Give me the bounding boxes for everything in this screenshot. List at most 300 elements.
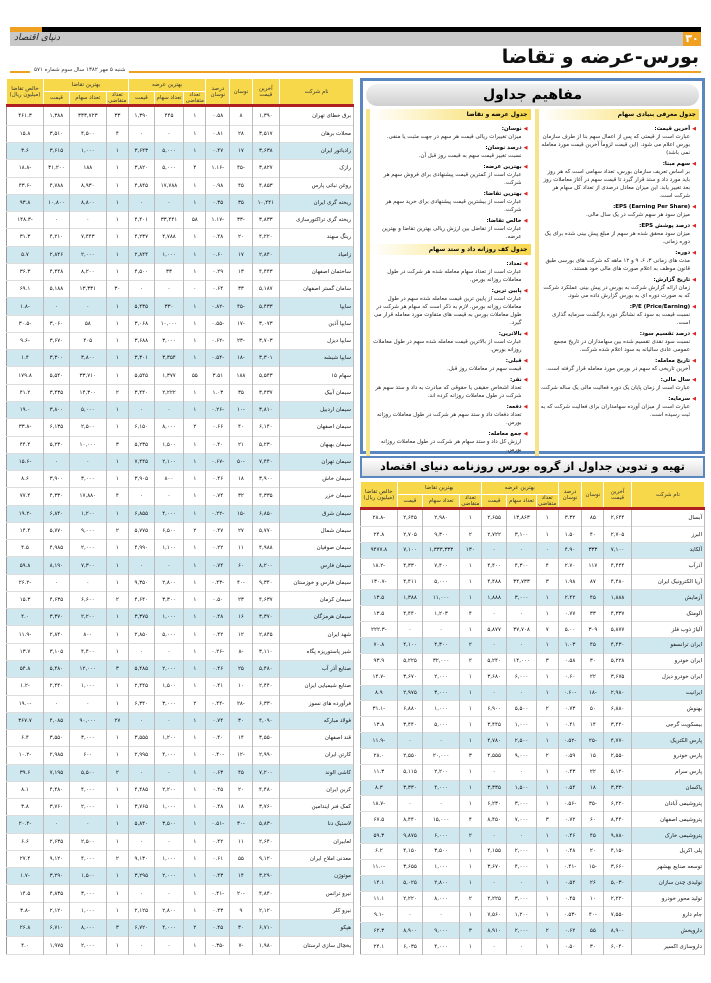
cell: ۱ <box>184 591 206 608</box>
cell: ۰.۴۳ <box>206 868 230 885</box>
cell: ۱۷,۷۸۸ <box>154 177 184 194</box>
cell: ۵,۱۱۵ <box>397 764 423 780</box>
cell: ۰.۴۸ <box>206 799 230 816</box>
concept-term: ◀ جمع معامله: <box>370 430 528 438</box>
cell: ۳,۲۹۰ <box>44 868 70 885</box>
cell: ۱ <box>184 799 206 816</box>
cell: -۰.۳۵ <box>206 937 230 955</box>
cell: ۱۵.۳ <box>7 591 44 608</box>
cell: ۰.۴۲ <box>206 833 230 850</box>
cell: ۲,۲۰۰ <box>69 609 106 626</box>
company-name: سیمان فارس و خوزستان <box>280 574 354 591</box>
cell: ۸,۰۰۰ <box>154 419 184 436</box>
table-row <box>361 780 705 796</box>
cell: ۵,۴۳۵ <box>128 298 154 315</box>
cell: ۱۸۸ <box>69 160 106 177</box>
cell: ۲ <box>536 923 558 939</box>
table-row <box>7 574 354 591</box>
cell: ۳,۳۷۰ <box>44 609 70 626</box>
cell: ۱ <box>459 717 481 733</box>
cell: ۱۵.۸ <box>7 125 44 142</box>
cell: ۳,۰۶۸ <box>128 315 154 332</box>
cell: ۵,۴۸۰ <box>252 660 280 677</box>
cell: ۱ <box>536 638 558 654</box>
cell: ۳۳۳,۷۲۳ <box>69 106 106 126</box>
company-name: شیر پاستوریزه پگاه <box>280 643 354 660</box>
concept-term: ◀ قبلی: <box>370 357 528 365</box>
company-name: زامیاد <box>280 246 354 263</box>
cell: ۴,۴۴۰ <box>397 606 423 622</box>
cell: ۰ <box>536 542 558 558</box>
company-name: سیمان اردبیل <box>280 401 354 418</box>
cell: ۱۰,۴۴۱ <box>252 194 280 211</box>
cell: ۵,۷۷۵ <box>128 522 154 539</box>
cell: ۱ <box>106 143 128 160</box>
cell: -۳۱.۱ <box>361 701 398 717</box>
cell: ۱۴.۱ <box>361 875 398 891</box>
offer-demand-table-right <box>360 481 705 955</box>
cell: ۱,۲۰۰ <box>507 907 536 923</box>
cell: ۱۴ <box>230 868 252 885</box>
concept-item <box>539 330 700 354</box>
company-name: برق خطای تهران <box>280 106 354 126</box>
cell: ۱ <box>106 678 128 695</box>
cell: ۴,۸۴۰ <box>252 885 280 902</box>
table-row <box>7 505 354 522</box>
cell: -۱۰.۲ <box>7 747 44 764</box>
cell: ۸,۸۰۰ <box>69 194 106 211</box>
cell: ۸,۴۴۰ <box>397 812 423 828</box>
cell: ۳,۸۲۷ <box>252 160 280 177</box>
cell: ۵,۴۸۰ <box>44 660 70 677</box>
cell: ۳.۶ <box>7 143 44 160</box>
cell: ۲,۲۲۰ <box>604 891 631 907</box>
company-name: آزمایش <box>631 590 704 606</box>
cell: -۲۰ <box>230 885 252 902</box>
cell: ۳ <box>536 653 558 669</box>
cell: ۳۱,۲۰۰ <box>44 160 70 177</box>
cell: ۸.۹ <box>361 685 398 701</box>
cell: ۲,۸۰۰ <box>154 574 184 591</box>
cell: ۳,۰۰۰ <box>507 590 536 606</box>
cell: -۰.۸۲ <box>206 298 230 315</box>
cell: ۶۰ <box>582 812 604 828</box>
cell: ۱ <box>184 194 206 211</box>
cell: ۰ <box>128 194 154 211</box>
table-row <box>7 332 354 349</box>
cell: -۲۲۲.۳ <box>361 622 398 638</box>
cell: ۱۷,۸۸۰ <box>69 488 106 505</box>
company-name: سیمان خاش <box>280 471 354 488</box>
company-name: سایپا <box>280 298 354 315</box>
cell: ۵,۰۰۰ <box>423 717 460 733</box>
cell: ۱ <box>184 712 206 729</box>
company-name: پارس الکتریک <box>631 733 704 749</box>
cell: ۳,۴۴۰ <box>128 384 154 401</box>
table-row <box>7 350 354 367</box>
cell: ۱ <box>536 733 558 749</box>
cell: -۱.۲ <box>7 678 44 695</box>
table-row <box>361 891 705 907</box>
cell: ۱ <box>106 177 128 194</box>
cell: ۳,۰۰۰ <box>423 685 460 701</box>
cell: -۱۸.۷ <box>361 796 398 812</box>
cell: ۲۳ <box>230 591 252 608</box>
cell: ۱ <box>184 747 206 764</box>
cell: ۶,۳۴۰ <box>128 695 154 712</box>
cell: -۰.۴۴ <box>206 695 230 712</box>
col-net-demand: خالص تقاضا (میلیون ریال) <box>7 79 44 106</box>
cell: ۱ <box>184 937 206 955</box>
company-name: فولاد مبارکه <box>280 712 354 729</box>
cell: ۱,۰۰۰ <box>69 902 106 919</box>
cell: ۴,۵۰۰ <box>128 263 154 280</box>
cell: ۵,۲۴۰ <box>481 653 507 669</box>
cell: ۱,۰۰۰ <box>154 246 184 263</box>
concept-term: ◀ نفر: <box>370 376 528 384</box>
cell: ۱,۳۸۸ <box>397 590 423 606</box>
table-row <box>7 401 354 418</box>
cell: ۱.۰۳ <box>206 384 230 401</box>
cell: ۲,۰۰۰ <box>69 246 106 263</box>
table-row <box>361 828 705 844</box>
cell: ۲,۵۰۰ <box>69 833 106 850</box>
cell: ۴۱.۲ <box>7 384 44 401</box>
table-row <box>7 747 354 764</box>
cell: -۳.۸ <box>7 902 44 919</box>
cell: ۶,۰۰۰ <box>423 828 460 844</box>
cell: ۷,۲۰۰ <box>252 764 280 781</box>
cell: ۳۳,۴۴۱ <box>154 212 184 229</box>
cell: ۲,۱۰۰ <box>154 453 184 470</box>
company-name: ایران خودرو <box>631 653 704 669</box>
cell: ۰.۳۵ <box>206 194 230 211</box>
cell: ۰.۴۸ <box>206 609 230 626</box>
cell: ۶,۸۸۰ <box>604 701 631 717</box>
cell: ۰ <box>128 833 154 850</box>
cell: ۶,۶۰۰ <box>69 591 106 608</box>
cell: ۹۳.۸ <box>7 194 44 211</box>
cell: ۵,۰۲۵ <box>397 875 423 891</box>
cell: ۲,۰۰۰ <box>154 868 184 885</box>
table-row <box>7 246 354 263</box>
concept-term: ◀ تاریخ گزارش: <box>539 276 697 284</box>
table-concepts-box <box>360 78 705 454</box>
cell: ۱ <box>106 833 128 850</box>
cell: ۱,۰۰۰ <box>507 717 536 733</box>
cell: ۱ <box>184 298 206 315</box>
cell: -۴۰ <box>582 907 604 923</box>
cell: ۰.۵۸ <box>206 106 230 126</box>
cell: -۱.۷ <box>7 868 44 885</box>
cell: ۷,۱۰۰ <box>397 542 423 558</box>
cell: ۵۰ <box>582 701 604 717</box>
cell: ۰ <box>128 488 154 505</box>
cell: ۵,۰۰۰ <box>154 160 184 177</box>
cell: ۸ <box>230 106 252 126</box>
cell: ۱ <box>536 590 558 606</box>
cell: ۲,۸۰۰ <box>154 902 184 919</box>
cell: ۳ <box>459 923 481 939</box>
cell: ۰ <box>128 643 154 660</box>
cell: ۲,۴۴۰ <box>252 678 280 695</box>
col-volume: تعداد سهام <box>69 92 106 106</box>
cell: ۰.۷۴ <box>206 712 230 729</box>
cell: ۵,۴۸۵ <box>128 660 154 677</box>
cell: ۳۶۷.۷ <box>7 712 44 729</box>
company-name: سیمان تهران <box>280 453 354 470</box>
cell: ۴,۴۱۱ <box>397 574 423 590</box>
cell: ۰.۸۱ <box>206 125 230 142</box>
cell: ۰.۷۳ <box>558 701 582 717</box>
cell: ۱۰,۰۰۰ <box>69 436 106 453</box>
cell: ۴,۰۰۰ <box>154 919 184 936</box>
cell: ۴.۰ <box>7 609 44 626</box>
cell: -۰.۲۶ <box>206 401 230 418</box>
cell: ۰.۵۰ <box>558 939 582 955</box>
cell: ۱ <box>106 471 128 488</box>
cell: ۰ <box>154 885 184 902</box>
cell: ۱ <box>106 453 128 470</box>
cell: -۳۰.۵ <box>7 315 44 332</box>
cell: ۰.۴۲ <box>206 626 230 643</box>
cell: ۵,۲۳۵ <box>128 436 154 453</box>
cell: ۴,۶۴۰ <box>128 591 154 608</box>
cell: ۱ <box>536 843 558 859</box>
cell: ۱۷۹.۸ <box>7 367 44 384</box>
cell: ۱ <box>106 298 128 315</box>
cell: ۱۱.۳ <box>361 764 398 780</box>
cell: ۳,۶۸۸ <box>128 332 154 349</box>
cell: ۰.۵۴ <box>558 780 582 796</box>
cell: -۰.۶۰ <box>558 685 582 701</box>
cell: ۷,۴۴۰ <box>252 453 280 470</box>
cell: ۱۰ <box>230 678 252 695</box>
cell: ۱,۳۹۰ <box>252 106 280 126</box>
cell: -۲۰.۴ <box>7 816 44 833</box>
cell: -۲۸ <box>230 695 252 712</box>
concept-definition: میزان سود محقق شده هر سهم از مبلغ پیش بینی شده برای یک دوره زمانی. <box>544 231 690 245</box>
cell: ۵۵ <box>184 367 206 384</box>
cell: ۱۷ <box>230 143 252 160</box>
cell: ۰ <box>481 542 507 558</box>
cell: ۳,۳۰۱ <box>128 350 154 367</box>
cell: ۱ <box>459 685 481 701</box>
cell: ۲,۴۴۰ <box>44 678 70 695</box>
cell: ۰.۷۴ <box>206 557 230 574</box>
table-row <box>361 574 705 590</box>
cell: ۱ <box>184 453 206 470</box>
cell: ۰ <box>507 828 536 844</box>
company-name: معدنی املاح ایران <box>280 850 354 867</box>
cell: ۱ <box>459 907 481 923</box>
cell: ۵,۸۴۰ <box>128 816 154 833</box>
cell: ۰ <box>423 796 460 812</box>
cell: ۰.۷۴ <box>206 488 230 505</box>
concept-term: ◀ تعداد: <box>370 260 528 268</box>
concept-item <box>370 190 531 214</box>
company-name: موتوژن <box>280 868 354 885</box>
cell: ۱ <box>184 660 206 677</box>
cell: ۳,۳۰۰ <box>154 591 184 608</box>
table-row <box>361 939 705 955</box>
cell: ۴,۵۰۰ <box>69 125 106 142</box>
cell: ۱ <box>106 401 128 418</box>
table-row <box>361 812 705 828</box>
cell: ۱۳۰ <box>459 542 481 558</box>
concept-item <box>539 249 700 273</box>
cell: ۳۳ <box>582 606 604 622</box>
cell: ۳,۶۴۳ <box>128 143 154 160</box>
cell: ۳,۰۰۰ <box>154 695 184 712</box>
company-name: ایرانیت <box>631 685 704 701</box>
table-row <box>7 609 354 626</box>
cell: ۰.۴۱ <box>558 717 582 733</box>
cell: ۴,۴۰۰ <box>69 643 106 660</box>
cell: ۱,۵۰۰ <box>154 678 184 695</box>
concept-definition: میزان تغییرات ریالی قیمت هر سهم در جهت مثبت یا منفی. <box>386 134 522 140</box>
cell: ۱۳.۵ <box>361 590 398 606</box>
table-row <box>7 488 354 505</box>
table-row <box>7 868 354 885</box>
cell: ۳۹.۶ <box>7 764 44 781</box>
cell: ۱ <box>184 730 206 747</box>
cell: -۳۵ <box>582 796 604 812</box>
cell: ۶۰ <box>230 557 252 574</box>
cell: ۲,۸۴۵ <box>252 626 280 643</box>
table-row <box>361 907 705 923</box>
company-name: صنایع شیمیایی ایران <box>280 678 354 695</box>
concept-definition: عبارت است از بیشترین قیمت پیشنهادی برای خرید سهم هر شرکت. <box>385 199 522 213</box>
concept-item <box>370 330 531 354</box>
cell: ۵,۰۰۰ <box>154 626 184 643</box>
cell: ۲,۰۰۰ <box>507 843 536 859</box>
cell: ۳,۳۰۰ <box>44 350 70 367</box>
concept-item <box>539 222 700 246</box>
company-name: لاستیک دنا <box>280 816 354 833</box>
cell: ۱,۰۰۰ <box>423 701 460 717</box>
table-row <box>7 919 354 936</box>
cell: ۱ <box>184 436 206 453</box>
table-row <box>361 669 705 685</box>
tables-credit-banner: تهیه و تدوین جداول از گروه بورس روزنامه دنیای اقتصاد <box>360 456 705 478</box>
cell: ۱۰,۸۰۰ <box>44 194 70 211</box>
company-name: سامان گستر اصفهان <box>280 281 354 298</box>
cell: ۵,۱۲۰ <box>604 764 631 780</box>
cell: ۱ <box>106 540 128 557</box>
cell: ۲,۷۰۵ <box>397 527 423 543</box>
cell: ۵,۵۴۰ <box>44 367 70 384</box>
company-name: شهد ایران <box>280 626 354 643</box>
cell: ۳۲,۰۰۰ <box>423 653 460 669</box>
cell: ۴,۴۳۰ <box>604 638 631 654</box>
cell: ۱۲ <box>230 626 252 643</box>
table-row <box>7 419 354 436</box>
company-name: بیسکویت گرجی <box>631 717 704 733</box>
cell: ۱ <box>536 606 558 622</box>
concept-item <box>370 403 531 427</box>
cell: ۶,۲۲۰ <box>604 796 631 812</box>
cell: ۳۳ <box>154 263 184 280</box>
cell: ۵,۸۷۷ <box>481 622 507 638</box>
cell: ۶,۹۰۰ <box>481 701 507 717</box>
cell: ۹,۱۲۰ <box>44 850 70 867</box>
table-row <box>361 653 705 669</box>
table-row <box>361 859 705 875</box>
cell: -۰.۵۳ <box>558 907 582 923</box>
cell: ۰ <box>154 194 184 211</box>
cell: ۱۸ <box>230 799 252 816</box>
cell: ۱۴ <box>582 717 604 733</box>
cell: -۹.۶ <box>7 332 44 349</box>
table-row <box>7 833 354 850</box>
cell: ۱ <box>106 626 128 643</box>
cell: ۶,۱۳۵ <box>44 419 70 436</box>
cell: ۱ <box>459 780 481 796</box>
cell: ۵,۰۳۰ <box>604 875 631 891</box>
cell: ۳,۸۱۰ <box>252 401 280 418</box>
cell: ۲,۲۲۵ <box>481 891 507 907</box>
table-row <box>361 796 705 812</box>
cell: ۶.۶ <box>7 833 44 850</box>
cell: ۲,۰۰۰ <box>507 923 536 939</box>
cell: ۲۸.۰ <box>361 748 398 764</box>
table-row <box>7 281 354 298</box>
cell: -۲۳ <box>230 332 252 349</box>
cell: ۸۵ <box>582 509 604 527</box>
concept-item <box>370 260 531 284</box>
cell: ۱ <box>184 678 206 695</box>
cell: ۱ <box>184 106 206 126</box>
table-row <box>7 367 354 384</box>
cell: ۴,۲۳۷ <box>128 229 154 246</box>
cell: ۱ <box>459 875 481 891</box>
cell: ۰ <box>481 939 507 955</box>
cell: -۴۵ <box>230 298 252 315</box>
cell: ۱۱.۱ <box>361 891 398 907</box>
cell: ۸,۲۰۰ <box>69 263 106 280</box>
cell: ۱۰,۰۰۰ <box>154 315 184 332</box>
cell: ۶۹.۱ <box>7 281 44 298</box>
cell: ۹,۳۰۰ <box>423 527 460 543</box>
cell: ۰ <box>44 574 70 591</box>
cell: ۰.۶۲ <box>558 923 582 939</box>
concept-term: ◀ بالاترین: <box>370 330 528 338</box>
cell: ۲۰ <box>230 781 252 798</box>
cell: ۱ <box>106 574 128 591</box>
cell: ۳,۰۰۰ <box>69 885 106 902</box>
cell: ۳,۶۷۵ <box>604 669 631 685</box>
cell: ۵,۰۰۰ <box>154 143 184 160</box>
cell: -۳۳ <box>230 212 252 229</box>
cell: ۵,۱۸۷ <box>252 281 280 298</box>
cell: ۶,۰۴۰ <box>604 939 631 955</box>
cell: -۰.۴۳ <box>206 574 230 591</box>
cell: ۰.۴۸ <box>558 843 582 859</box>
cell: ۱ <box>106 229 128 246</box>
cell: ۱۲,۰۰۰ <box>69 660 106 677</box>
cell: ۲,۴۴۵ <box>128 678 154 695</box>
cell: ۰ <box>154 401 184 418</box>
cell: ۵۵ <box>582 923 604 939</box>
cell: ۴,۹۹۰ <box>128 540 154 557</box>
cell: ۷,۱۰۰ <box>604 542 631 558</box>
cell: ۴,۴۸۸ <box>481 574 507 590</box>
cell: ۰ <box>397 796 423 812</box>
cell: ۳۵ <box>230 384 252 401</box>
concept-definition: آخرین تاریخی که سهم در بورس مورد معامله قرار گرفته است. <box>546 366 690 372</box>
cell: ۱ <box>536 764 558 780</box>
